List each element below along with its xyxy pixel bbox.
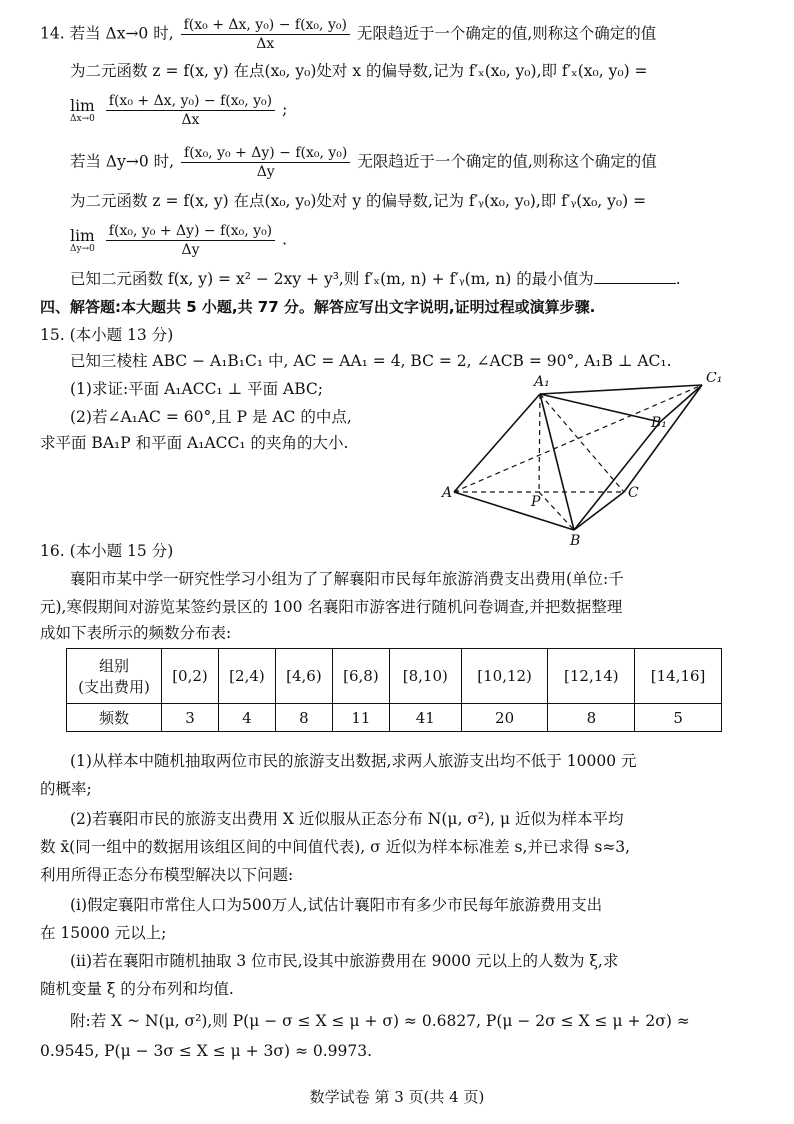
count-cell: 5 <box>635 704 722 732</box>
label-a1: A₁ <box>534 374 550 390</box>
label-p: P <box>531 494 541 510</box>
table-row-counts <box>67 704 722 732</box>
group-cell: [4,6) <box>275 649 332 704</box>
count-cell: 3 <box>162 704 219 732</box>
count-cell: 11 <box>332 704 389 732</box>
group-cell: [14,16] <box>635 649 722 704</box>
label-b: B <box>570 533 581 548</box>
group-cell: [12,14) <box>548 649 635 704</box>
q14-intro: 14. 若当 Δx→0 时, <box>40 24 174 43</box>
frequency-table <box>66 648 722 732</box>
group-cell: [8,10) <box>389 649 461 704</box>
count-cell: 41 <box>389 704 461 732</box>
answer-blank[interactable] <box>594 269 676 284</box>
label-a: A <box>442 485 453 501</box>
limit-x: lim Δx→0 <box>70 96 95 124</box>
q16-sub-2c: 利用所得正态分布模型解决以下问题: <box>40 866 294 884</box>
q15-line-2: (1)求证:平面 A₁ACC₁ ⊥ 平面 ABC; <box>70 380 323 398</box>
page-footer: 数学试卷 第 3 页(共 4 页) <box>309 1088 485 1106</box>
q16-note-2: 0.9545, P(μ − 3σ ≤ X ≤ μ + 3σ) ≈ 0.9973. <box>40 1042 373 1060</box>
count-label-cell: 频数 <box>67 704 162 732</box>
q16-sub-3a: (ⅰ)假定襄阳市常住人口为500万人,试估计襄阳市有多少市民每年旅游费用支出 <box>70 896 603 914</box>
group-cell: [6,8) <box>332 649 389 704</box>
label-c1: C₁ <box>706 372 723 386</box>
q16-sub-4a: (ⅱ)若在襄阳市随机抽取 3 位市民,设其中旅游费用在 9000 元以上的人数为 ξ,求 <box>70 952 619 970</box>
label-b1: B₁ <box>651 415 667 431</box>
q14-line-7: 已知二元函数 f(x, y) = x² − 2xy + y³,则 f′ₓ(m, n) + f′ᵧ(m, n) 的最小值为 . <box>70 270 681 288</box>
q16-sub-2a: (2)若襄阳市民的旅游支出费用 X 近似服从正态分布 N(μ, σ²), μ 近似为样本平均 <box>70 810 624 828</box>
prism-figure <box>438 372 728 548</box>
q14-fraction-x: $\frac{\text{f(x₀ + Δx, y₀) − f(x₀, y₀)}}{\Delta x}$ <box>181 16 350 53</box>
q14-line-1: 14. 若当 Δx→0 时, $\frac{\text{f(x₀ + Δx, y₀) − f(x₀, y₀)}}{\Delta x}$ 无限趋近于一个确定的值,则称这个确定的值 <box>40 17 657 52</box>
q16-sub-1b: 的概率; <box>40 780 92 798</box>
q16-sub-2b: 数 x̄(同一组中的数据用该组区间的中间值代表), σ 近似为样本标准差 s,并已求得 s≈3, <box>40 838 631 856</box>
q16-note-1: 附:若 X ~ N(μ, σ²),则 P(μ − σ ≤ X ≤ μ + σ) ≈ 0.6827, P(μ − 2σ ≤ X ≤ μ + 2σ) ≈ <box>70 1012 690 1030</box>
count-cell: 8 <box>548 704 635 732</box>
q14-line-2: 为二元函数 z = f(x, y) 在点(x₀, y₀)处对 x 的偏导数,记为 f′ₓ(x₀, y₀),即 f′ₓ(x₀, y₀) = <box>70 62 648 80</box>
count-cell: 20 <box>461 704 548 732</box>
q16-para-2: 元),寒假期间对游览某签约景区的 100 名襄阳市游客进行随机问卷调查,并把数据整理 <box>40 598 623 616</box>
q15-line-4: 求平面 BA₁P 和平面 A₁ACC₁ 的夹角的大小. <box>40 434 349 452</box>
q14-line-5: 为二元函数 z = f(x, y) 在点(x₀, y₀)处对 y 的偏导数,记为 f′ᵧ(x₀, y₀),即 f′ᵧ(x₀, y₀) = <box>70 192 647 210</box>
table-header-cell: 组别 (支出费用) <box>67 649 162 704</box>
q15-line-3: (2)若∠A₁AC = 60°,且 P 是 AC 的中点, <box>70 408 352 426</box>
group-cell: [2,4) <box>218 649 275 704</box>
q16-para-1: 襄阳市某中学一研究性学习小组为了了解襄阳市民每年旅游消费支出费用(单位:千 <box>70 570 624 588</box>
group-cell: [0,2) <box>162 649 219 704</box>
q14-line-6: lim Δy→0 $\frac{\text{f(x₀, y₀ + Δy) − f(x₀, y₀)}}{\Delta y}$ . <box>70 223 288 258</box>
limit-y: lim Δy→0 <box>70 226 95 254</box>
group-cell: [10,12) <box>461 649 548 704</box>
q15-heading: 15. (本小题 13 分) <box>40 326 174 344</box>
section-heading: 四、解答题:本大题共 5 小题,共 77 分。解答应写出文字说明,证明过程或演算步骤. <box>40 298 596 316</box>
q16-sub-1a: (1)从样本中随机抽取两位市民的旅游支出数据,求两人旅游支出均不低于 10000 元 <box>70 752 637 770</box>
q16-sub-3b: 在 15000 元以上; <box>40 924 167 942</box>
q14-fraction-y-2: $\frac{\text{f(x₀, y₀ + Δy) − f(x₀, y₀)}}{\Delta y}$ <box>106 222 275 259</box>
count-cell: 4 <box>218 704 275 732</box>
q14-line-3: lim Δx→0 $\frac{\text{f(x₀ + Δx, y₀) − f(x₀, y₀)}}{\Delta x}$ ; <box>70 93 288 128</box>
q15-line-1: 已知三棱柱 ABC − A₁B₁C₁ 中, AC = AA₁ = 4, BC = 2, ∠ACB = 90°, A₁B ⊥ AC₁. <box>70 352 672 370</box>
q16-heading: 16. (本小题 15 分) <box>40 542 174 560</box>
q14-fraction-x-2: $\frac{\text{f(x₀ + Δx, y₀) − f(x₀, y₀)}}{\Delta x}$ <box>106 92 275 129</box>
label-c: C <box>628 485 639 501</box>
q14-line-4: 若当 Δy→0 时, $\frac{\text{f(x₀, y₀ + Δy) − f(x₀, y₀)}}{\Delta y}$ 无限趋近于一个确定的值,则称这个确定的值 <box>70 145 657 180</box>
q16-sub-4b: 随机变量 ξ 的分布列和均值. <box>40 980 234 998</box>
table-row-groups <box>67 649 722 704</box>
q14-fraction-y: $\frac{\text{f(x₀, y₀ + Δy) − f(x₀, y₀)}}{\Delta y}$ <box>181 144 350 181</box>
count-cell: 8 <box>275 704 332 732</box>
q16-para-3: 成如下表所示的频数分布表: <box>40 624 232 642</box>
